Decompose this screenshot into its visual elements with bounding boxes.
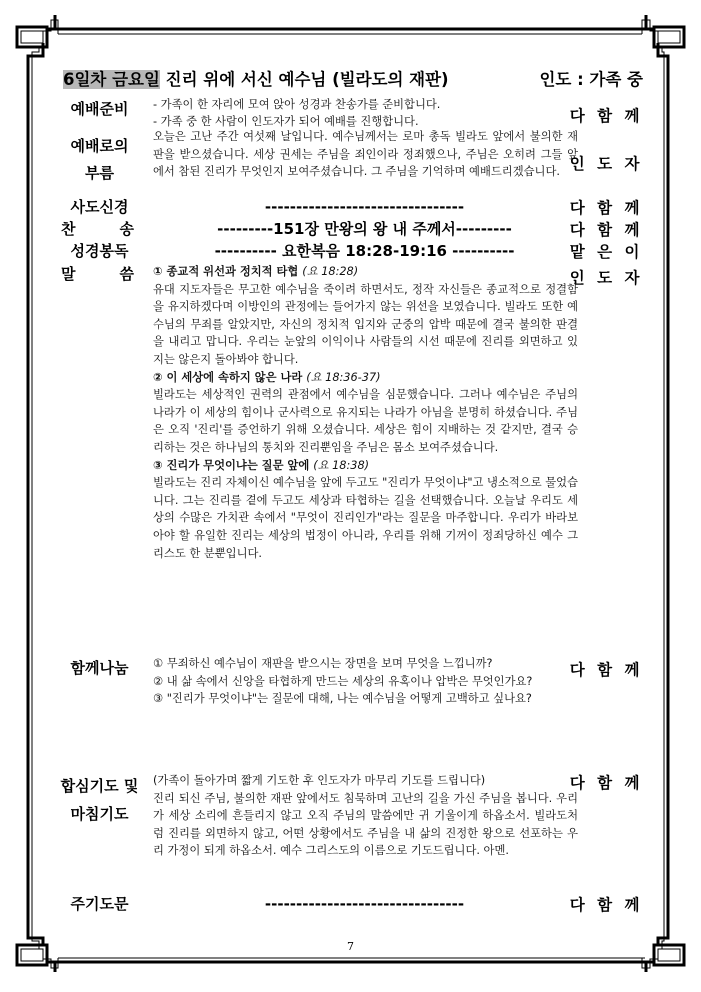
participant-label: 인 도 자 — [569, 155, 643, 173]
section-sharing — [57, 655, 643, 765]
section-sermon — [57, 263, 643, 653]
sharing-questions — [153, 655, 573, 708]
participant-label: 다 함 께 — [569, 199, 643, 217]
section-label: 합심기도 및 — [60, 777, 139, 795]
sermon-point-heading: ② 이 세상에 속하지 않은 나라 (요 18:36-37) — [153, 370, 381, 384]
section-preparation — [57, 96, 643, 132]
sermon-point-heading: ③ 진리가 무엇이냐는 질문 앞에 (요 18:38) — [153, 458, 370, 472]
participant-label: 다 함 께 — [569, 221, 643, 239]
section-label: 함께나눔 — [70, 659, 129, 677]
section-label: 예배로의 — [70, 137, 129, 155]
instruction-line: - 가족이 한 자리에 모여 앉아 성경과 찬송가를 준비합니다. — [153, 98, 441, 111]
section-body: 오늘은 고난 주간 여섯째 날입니다. 예수님께서는 로마 총독 빌라도 앞에서 불의한 재판을 받으셨습니다. 세상 권세는 주님을 죄인이라 정죄했으나, 주님은 오히려 그들 앞에서 참된 진리가 무엇인지 보여주셨습니다. 그 주님을 기억하며 예배드리겠습니다. — [153, 130, 578, 179]
bible-reference: (요 18:36-37) — [306, 370, 381, 384]
participant-label: 다 함 께 — [569, 107, 643, 125]
prayer-body — [153, 772, 578, 860]
section-hymn — [57, 218, 643, 241]
participant-label: 맡 은 이 — [569, 243, 643, 261]
section-label: 주기도문 — [70, 895, 129, 913]
scripture-reference: ---------- 요한복음 18:28-19:16 ---------- — [214, 242, 515, 260]
page-title: 진리 위에 서신 예수님 (빌라도의 재판) — [159, 70, 449, 89]
prayer-instruction: (가족이 돌아가며 짧게 기도한 후 인도자가 마무리 기도를 드립니다) — [153, 774, 486, 787]
section-creed — [57, 196, 643, 219]
day-label: 6일차 금요일 — [63, 70, 160, 89]
bible-reference: (요 18:38) — [313, 458, 370, 472]
section-scripture — [57, 240, 643, 263]
instruction-line: - 가족 중 한 사람이 인도자가 되어 예배를 진행합니다. — [153, 115, 419, 128]
section-label-line2: 마침기도 — [70, 805, 129, 823]
section-body — [153, 96, 578, 130]
sermon-point-text: 유대 지도자들은 무고한 예수님을 죽이려 하면서도, 정작 자신들은 종교적으로 정결함을 유지하겠다며 이방인의 관정에는 들어가지 않는 위선을 보였습니다. 빌라도 또한 예수님의 무죄를 알았지만, 자신의 정치적 입지와 군중의 압박 때문에 결국 불의한 판결을 내리고 맙니다. 우리는 눈앞의 이익이나 사람들의 시선 때문에 진리를 외면하고 있지는 않은지 돌아봐야 합니다. — [153, 282, 578, 366]
section-label-line2: 부름 — [85, 164, 114, 182]
label-char: 씀 — [119, 265, 134, 283]
question-item: ③ "진리가 무엇이냐"는 질문에 대해, 나는 예수님을 어떻게 고백하고 싶나요? — [153, 692, 532, 706]
dash-leader: -------------------------------- — [264, 895, 465, 913]
prayer-text: 진리 되신 주님, 불의한 재판 앞에서도 침묵하며 고난의 길을 가신 주님을 봅니다. 우리가 세상 소리에 흔들리지 않고 오직 주님의 말씀에만 귀 기울이게 하옵소서. 빌라도처럼 진리를 외면하지 않고, 어떤 상황에서도 주님을 내 삶의 진정한 왕으로 선포하는 우리 가정이 되게 하옵소서. 예수 그리스도의 이름으로 기도드립니다. 아멘. — [153, 791, 578, 858]
participant-label: 인 도 자 — [569, 269, 643, 287]
section-label: 사도신경 — [70, 198, 129, 216]
dash-leader: -------------------------------- — [264, 198, 465, 216]
sermon-body — [153, 263, 578, 562]
leader-label: 인도 : 가족 중 — [539, 70, 643, 89]
question-item: ② 내 삶 속에서 신앙을 타협하게 만드는 세상의 유혹이나 압박은 무엇인가요? — [153, 674, 533, 688]
bible-reference: (요 18:28) — [302, 265, 359, 278]
hymn-title: ---------151장 만왕의 왕 내 주께서--------- — [217, 220, 512, 238]
label-char: 말 — [61, 265, 76, 283]
label-char: 송 — [119, 220, 134, 238]
question-item: ① 무죄하신 예수님이 재판을 받으시는 장면을 보며 무엇을 느낍니까? — [153, 657, 493, 670]
label-char: 찬 — [61, 220, 76, 238]
section-lords-prayer — [57, 893, 643, 916]
participant-label: 다 함 께 — [569, 661, 643, 679]
sermon-point-heading: ① 종교적 위선과 정치적 타협 (요 18:28) — [153, 265, 359, 278]
section-label — [57, 263, 142, 286]
page-number: 7 — [347, 940, 354, 953]
section-call-to-worship — [57, 130, 643, 200]
section-label — [57, 218, 142, 241]
sermon-point-text: 빌라도는 진리 자체이신 예수님을 앞에 두고도 "진리가 무엇이냐"고 냉소적으로 물었습니다. 그는 진리를 곁에 두고도 세상과 타협하는 길을 선택했습니다. 오늘날 우리도 세상의 수많은 가치관 속에서 "무엇이 진리인가"라는 질문을 마주합니다. 우리가 바라보아야 할 유일한 진리는 세상의 법정이 아니라, 우리를 위해 기꺼이 정죄당하신 예수 그리스도 한 분뿐입니다. — [153, 476, 578, 560]
section-label: 성경봉독 — [70, 242, 129, 260]
page-header — [63, 66, 643, 90]
sermon-point-text: 빌라도는 세상적인 권력의 관점에서 예수님을 심문했습니다. 그러나 예수님은 주님의 나라가 이 세상의 힘이나 군사력으로 유지되는 나라가 아님을 분명히 하셨습니다. 주님은 오직 '진리'를 증언하기 위해 오셨습니다. 세상은 힘이 지배하는 것 같지만, 결국 승리하는 것은 하나님의 통치와 진리뿐임을 주님은 몸소 보여주셨습니다. — [153, 388, 578, 454]
section-prayer — [57, 767, 643, 882]
participant-label: 다 함 께 — [569, 896, 643, 914]
section-label: 예배준비 — [70, 100, 129, 118]
participant-label: 다 함 께 — [569, 774, 643, 792]
